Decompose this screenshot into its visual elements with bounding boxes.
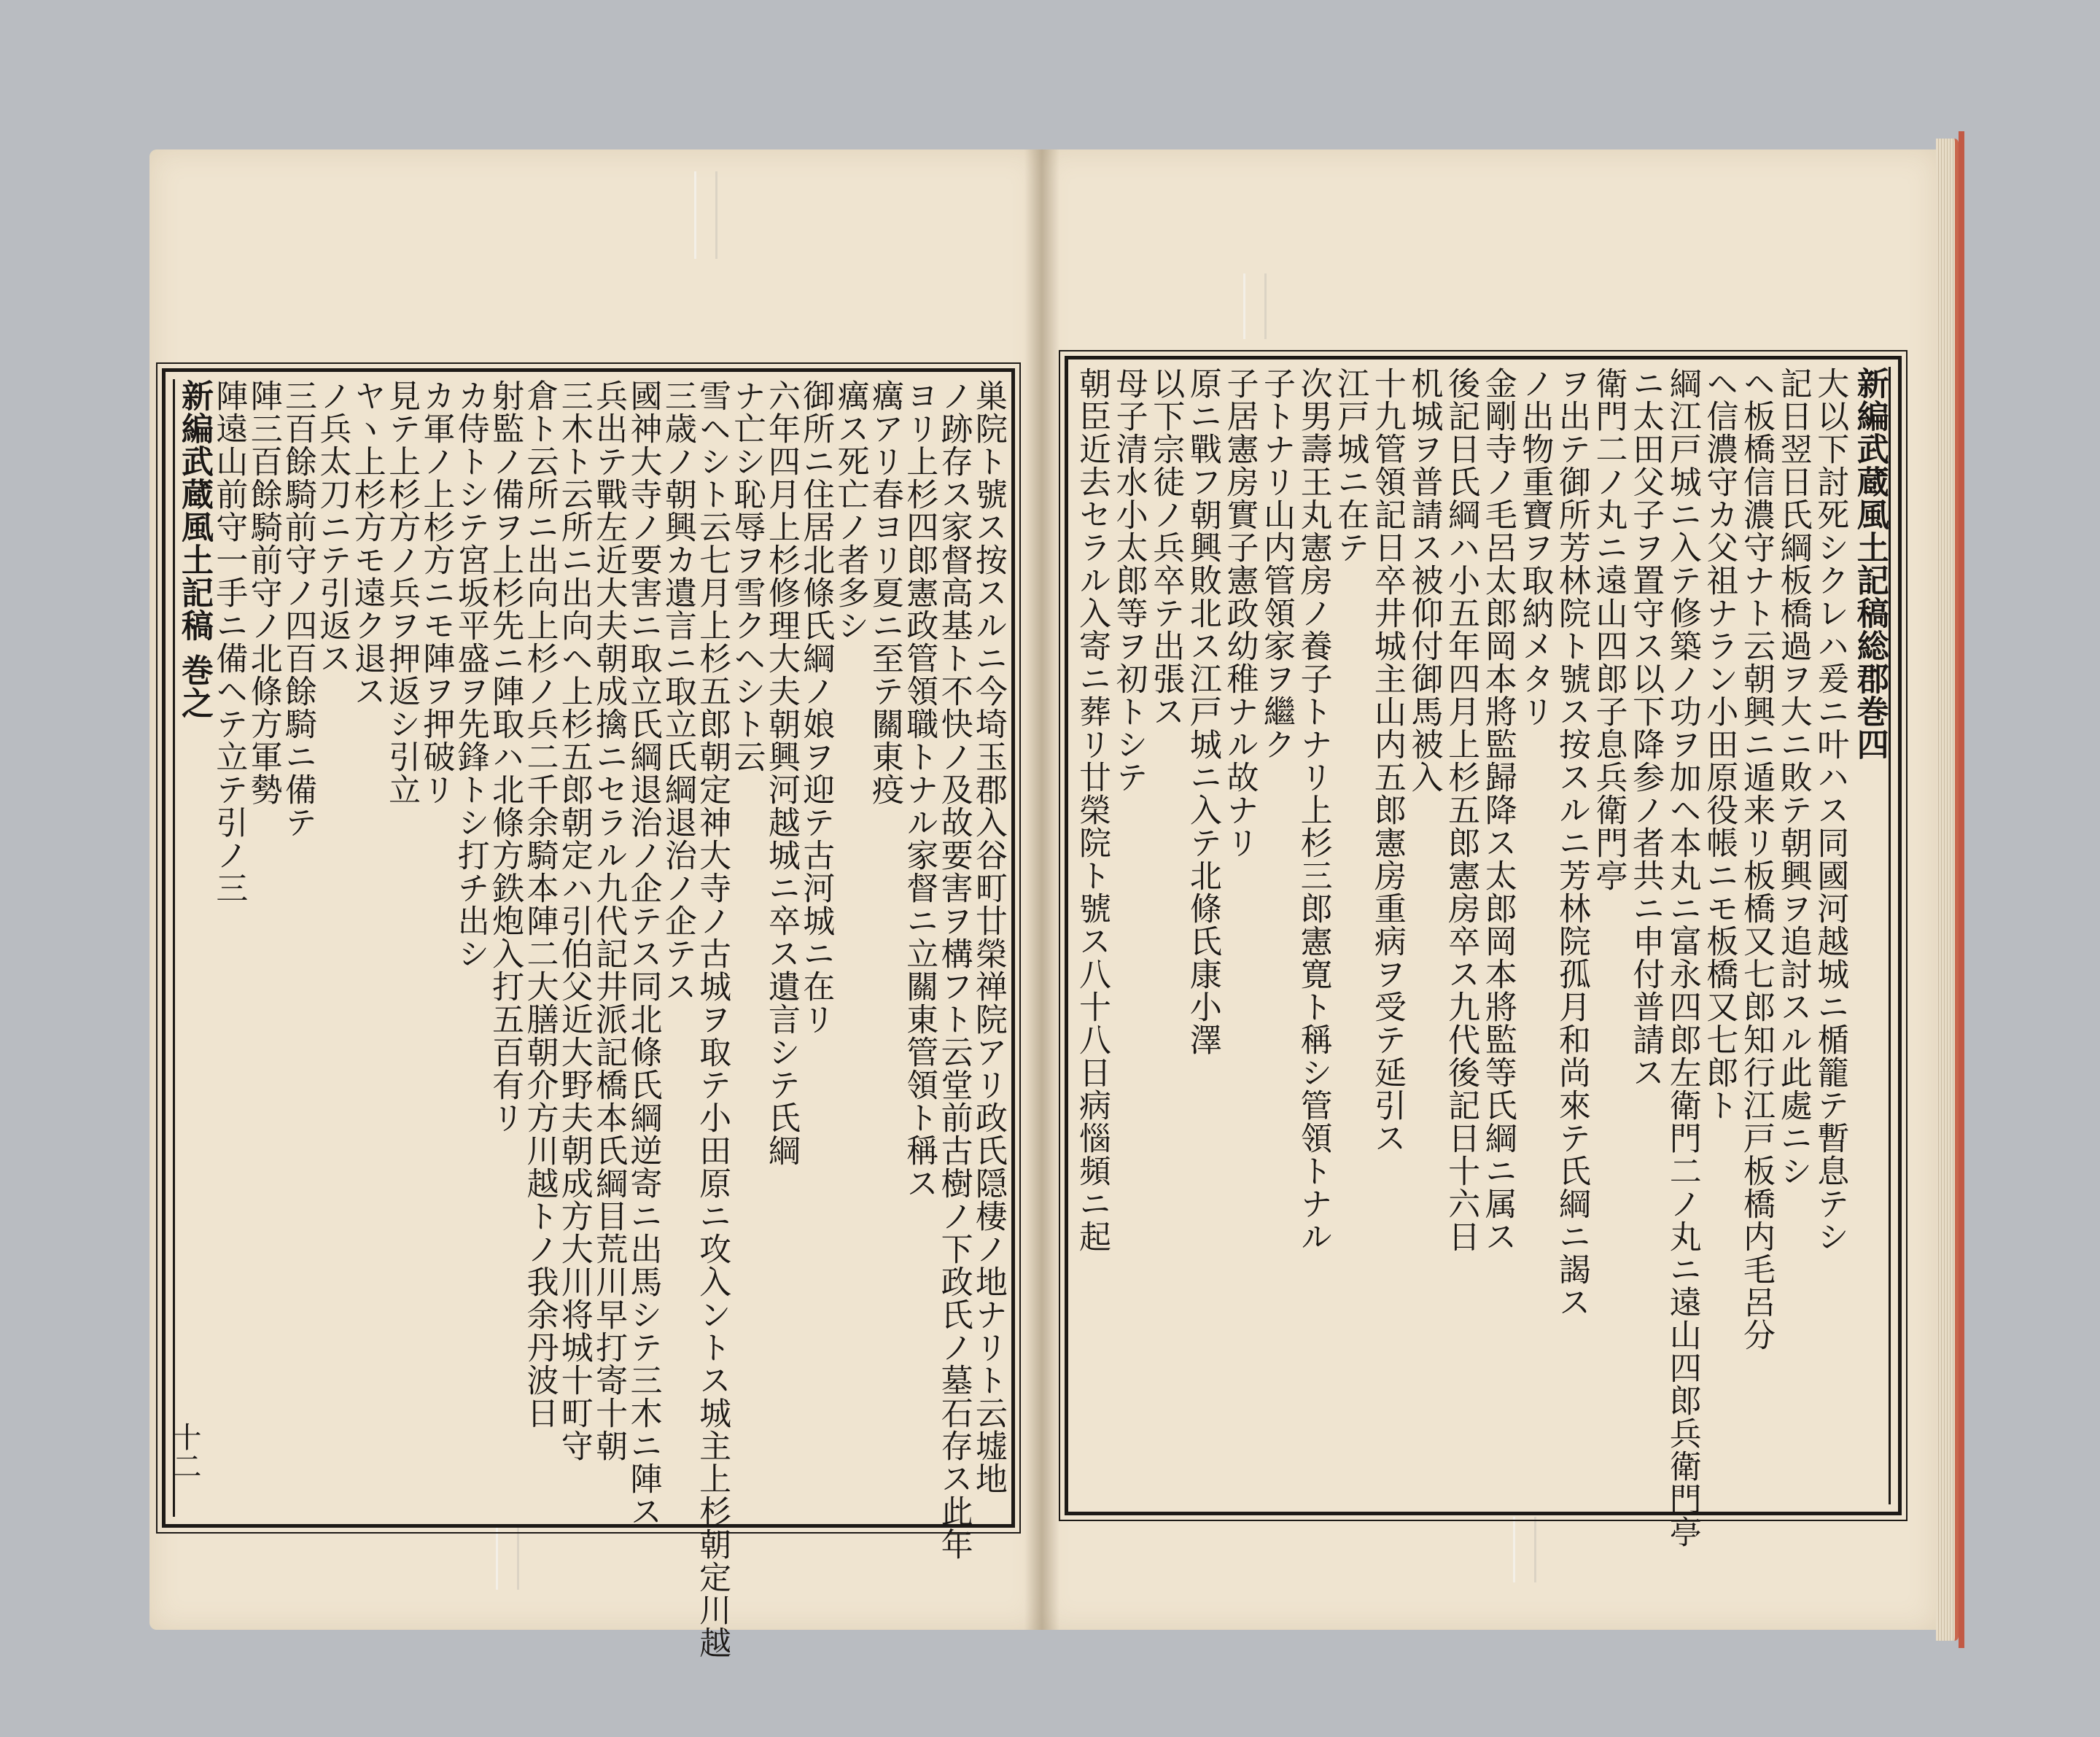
right-text-column: ヘ板橋信濃守ナト云朝興ニ遁来リ板橋又七郎知行江戸板橋内毛呂分 xyxy=(1737,367,1775,1351)
right-text-column: ヘ信濃守カ父祖ナラン小田原役帳ニモ板橋又七郎ト xyxy=(1700,367,1738,1122)
left-text-column: 見テ上杉方ノ兵ヲ押返シ引立 xyxy=(383,379,421,806)
left-text-column: 六年四月上杉修理大夫朝興河越城ニ卒ス遺言シテ氏綱 xyxy=(762,379,800,1167)
right-header-title: 新編武蔵風土記稿 xyxy=(1851,367,1889,629)
left-header-suffix: 巻之 xyxy=(176,653,213,720)
left-header xyxy=(173,379,213,1517)
right-text-column: ニ太田父子ヲ置守ス以下降参ノ者共ニ申付普請ス xyxy=(1627,367,1665,1089)
right-text-column: 朝臣近去セラル入寄ニ葬リ廿榮院ト號ス八十八日病惱頻ニ起 xyxy=(1073,367,1111,1253)
binding-thread-top-left xyxy=(694,171,718,259)
right-text-column: 机城ヲ普請ス被仰付御馬被入 xyxy=(1405,367,1443,793)
left-text-column: ヤヽ上杉方モ遠ク退ス xyxy=(348,379,386,707)
right-header-suffix: 総郡巻四 xyxy=(1851,629,1889,761)
page-edges xyxy=(1936,139,1959,1641)
left-text-column: 癘ス死亡ノ者多シ xyxy=(831,379,869,642)
binding-thread-bottom-left xyxy=(496,1524,519,1590)
right-text-column: 母子清水小太郎等ヲ初トシテ xyxy=(1110,367,1148,793)
cover-edge xyxy=(1959,131,1964,1648)
left-text-column: 癘アリ春ヨリ夏ニ至テ關東疫 xyxy=(866,379,903,806)
left-text-column: 倉ト云所ニ出向上杉ノ兵二千余騎本陣二大膳朝介方川越トノ我余丹波日 xyxy=(521,379,559,1429)
right-text-column: ノ出物重寶ヲ取納メタリ xyxy=(1516,367,1554,728)
left-folio: 十二 xyxy=(168,1422,201,1480)
right-text-column: 次男壽王丸憲房ノ養子トナリ上杉三郎憲寛ト稱シ管領トナル xyxy=(1294,367,1332,1253)
left-text-column: 射監ノ備ヲ上杉先ニ陣取ハ北條方鉄炮入打五百有リ xyxy=(486,379,524,1134)
left-text-column: 三歳ノ朝興カ遺言ニ取立氏綱退治ノ企テス xyxy=(658,379,696,1003)
binding-thread-bottom-right xyxy=(1513,1517,1536,1582)
left-text-column: ナ亡シ恥辱ヲ雪クヘシト云 xyxy=(728,379,766,773)
book-gutter xyxy=(1024,149,1059,1630)
left-text-column: 國神大寺ノ要害ニ取立氏綱退治ノ企テス同北條氏綱逆寄ニ出馬シテ三木ニ陣ス xyxy=(624,379,662,1528)
right-text-column: 後記日氏綱ハ小五年四月上杉五郎憲房卒ス九代後記日十六日 xyxy=(1442,367,1480,1253)
left-text-column: 御所ニ住居北條氏綱ノ娘ヲ迎テ古河城ニ在リ xyxy=(797,379,835,1035)
left-text-column: 三木ト云所ニ出向ヘ上杉五郎朝定ハ引伯父近大野夫朝成方大川将城十町守 xyxy=(555,379,593,1462)
left-text-column: ノ跡存ス家督高基ト不快ノ及故要害ヲ構フト云堂前古樹ノ下政氏ノ墓石存ス此年 xyxy=(935,379,973,1561)
left-text-frame xyxy=(162,368,1015,1659)
right-text-column: 江戸城ニ在テ xyxy=(1331,367,1369,564)
right-text-column: 記日翌日氏綱板橋過ヲ大ニ敗テ朝興ヲ追討スル此處ニシ xyxy=(1774,367,1812,1187)
left-text-column: ノ兵太刀ニテ引返ス xyxy=(314,379,351,675)
right-text-column: 綱江戸城ニ入テ修築ノ功ヲ加ヘ本丸ニ富永四郎左衛門二ノ丸ニ遠山四郎兵衛門亭 xyxy=(1663,367,1701,1548)
left-text-column: カ軍ノ上杉方ニモ陣ヲ押破リ xyxy=(417,379,455,806)
right-text-columns xyxy=(1073,367,1891,1548)
left-header-title: 新編武蔵風土記稿 xyxy=(176,379,213,642)
left-text-column: 巣院ト號ス按スルニ今埼玉郡入谷町廿榮禅院アリ政氏隠棲ノ地ナリト云墟地 xyxy=(969,379,1007,1495)
right-text-frame xyxy=(1065,356,1902,1548)
right-text-column: 十九管領記日卒井城主山内五郎憲房重病ヲ受テ延引ス xyxy=(1368,367,1406,1154)
right-text-column: 子トナリ山内管領家ヲ繼ク xyxy=(1258,367,1296,761)
right-text-column: 以下宗徒ノ兵卒テ出張ス xyxy=(1147,367,1185,728)
left-text-column: 陣遠山前守一手ニ備ヘテ立テ引ノ三 xyxy=(210,379,248,904)
left-text-column: カ侍トシテ宮坂平盛ヲ先鋒トシ打チ出シ xyxy=(451,379,489,970)
right-text-column: ヲ出テ御所芳林院ト號ス按スルニ芳林院孤月和尚來テ氏綱ニ謁ス xyxy=(1552,367,1590,1318)
left-text-column: 兵出テ戰左近大夫朝成擒ニセラル九代記井派記橋本氏綱目荒川早打寄十朝 xyxy=(590,379,628,1462)
left-text-column: 三百餘騎前守ノ四百餘騎ニ備テ xyxy=(279,379,317,839)
right-text-column: 金剛寺ノ毛呂太郎岡本將監歸降ス太郎岡本將監等氏綱ニ属ス xyxy=(1479,367,1517,1253)
binding-thread-top-right xyxy=(1243,273,1267,339)
right-text-column: 衛門二ノ丸ニ遠山四郎子息兵衛門亭 xyxy=(1590,367,1628,892)
right-text-column: 原ニ戰フ朝興敗北ス江戸城ニ入テ北條氏康小澤 xyxy=(1183,367,1221,1056)
right-text-column: 大以下討死シクレハ爰ニ叶ハス同國河越城ニ楯籠テ暫息テシ xyxy=(1811,367,1849,1253)
left-text-column: 雪ヘシト云七月上杉五郎朝定神大寺ノ古城ヲ取テ小田原ニ攻入ントス城主上杉朝定川越 xyxy=(693,379,731,1659)
right-text-column: 子居憲房實子憲政幼稚ナル故ナリ xyxy=(1221,367,1259,859)
right-header xyxy=(1851,367,1891,1504)
left-text-column: ヨリ上杉四郎憲政管領職トナル家督ニ立關東管領ト稱ス xyxy=(901,379,938,1200)
left-text-columns xyxy=(173,379,1007,1659)
left-text-column: 陣三百餘騎前守ノ北條方軍勢 xyxy=(244,379,282,806)
